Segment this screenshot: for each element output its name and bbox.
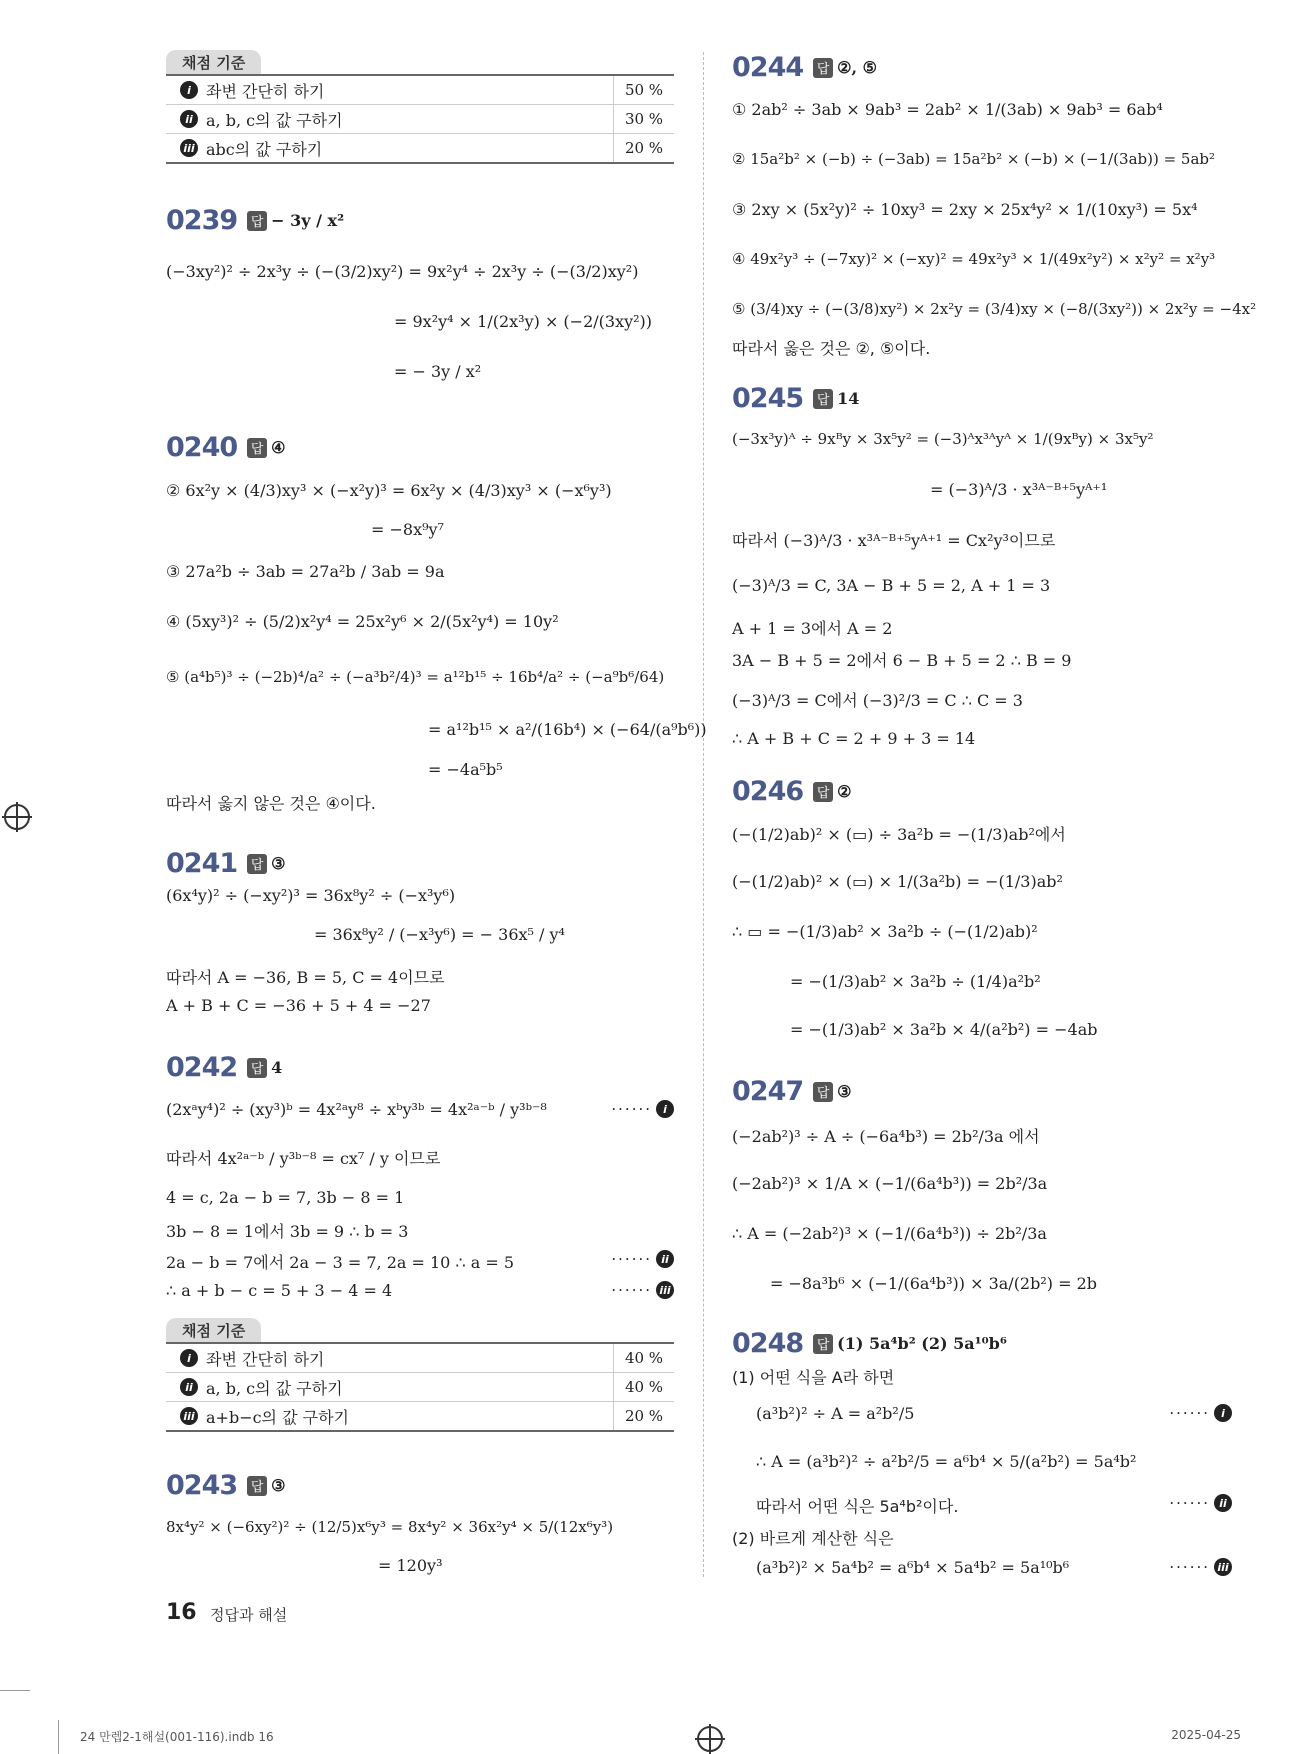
step-marker: ······ iii [611, 1281, 674, 1299]
answer-tag: 답 [247, 438, 267, 458]
answer: − 3y / x² [271, 211, 345, 230]
problem-0240 [166, 432, 286, 463]
solution-line: A + B + C = −36 + 5 + 4 = −27 [166, 996, 431, 1015]
solution-line: 3b − 8 = 1에서 3b = 9 ∴ b = 3 [166, 1222, 409, 1241]
problem-0241 [166, 848, 286, 879]
solution-line: ③ 27a²b ÷ 3ab = 27a²b / 3ab = 9a [166, 562, 445, 581]
solution-line: 3A − B + 5 = 2에서 6 − B + 5 = 2 ∴ B = 9 [732, 651, 1072, 670]
solution-line: = −4a⁵b⁵ [428, 760, 503, 779]
problem-number: 0248 [732, 1328, 804, 1359]
solution-line: = a¹²b¹⁵ × a²/(16b⁴) × (−64/(a⁹b⁶)) [428, 720, 707, 739]
criteria-score: 50 % [613, 76, 674, 104]
solution-line: (−2ab²)³ × 1/A × (−1/(6a⁴b³)) = 2b²/3a [732, 1174, 1048, 1193]
problem-number: 0244 [732, 52, 804, 83]
solution-line: = − 3y / x² [394, 362, 482, 381]
solution-line: = 36x⁸y² / (−x³y⁶) = − 36x⁵ / y⁴ [314, 925, 565, 944]
solution-line: = −(1/3)ab² × 3a²b ÷ (1/4)a²b² [790, 972, 1041, 991]
page-number: 16 [166, 1600, 197, 1625]
criteria-score: 40 % [613, 1373, 674, 1401]
problem-0247 [732, 1076, 852, 1107]
problem-0239 [166, 205, 674, 236]
criteria-heading: 채점 기준 [166, 1318, 261, 1342]
solution-line: ∴ A = (a³b²)² ÷ a²b²/5 = a⁶b⁴ × 5/(a²b²) = 5a⁴b² [756, 1452, 1137, 1471]
solution-conclusion: 따라서 옳은 것은 ②, ⑤이다. [732, 339, 931, 358]
step-badge: ii [180, 110, 198, 128]
registration-mark-icon [697, 1726, 723, 1752]
solution-line: (a³b²)² ÷ A = a²b²/5 [756, 1404, 915, 1423]
scoring-criteria-table [166, 1318, 674, 1432]
criteria-row: i 좌변 간단히 하기 50 % [166, 76, 674, 105]
answer-tag: 답 [247, 854, 267, 874]
problem-number: 0245 [732, 383, 804, 414]
solution-line: ② 15a²b² × (−b) ÷ (−3ab) = 15a²b² × (−b) × (−1/(3ab)) = 5ab² [732, 150, 1216, 168]
solution-line: (−(1/2)ab)² × (▭) ÷ 3a²b = −(1/3)ab²에서 [732, 825, 1066, 844]
answer-tag: 답 [247, 1058, 267, 1078]
column-divider [703, 52, 704, 1577]
solution-line: ⑤ (3/4)xy ÷ (−(3/8)xy²) × 2x²y = (3/4)xy × (−8/(3xy²)) × 2x²y = −4x² [732, 300, 1257, 318]
answer-tag: 답 [813, 389, 833, 409]
answer-tag: 답 [813, 1334, 833, 1354]
answer: ② [837, 782, 852, 801]
step-badge: iii [180, 139, 198, 157]
solution-line: 따라서 4x²ᵃ⁻ᵇ / y³ᵇ⁻⁸ = cx⁷ / y 이므로 [166, 1149, 441, 1168]
answer: ②, ⑤ [837, 58, 877, 77]
answer-tag: 답 [813, 1082, 833, 1102]
step-badge: i [180, 81, 198, 99]
solution-line: 2a − b = 7에서 2a − 3 = 7, 2a = 10 ∴ a = 5 [166, 1253, 515, 1272]
solution-line: (−3)ᴬ/3 = C에서 (−3)²/3 = C ∴ C = 3 [732, 691, 1023, 710]
solution-line: (2xᵃy⁴)² ÷ (xy³)ᵇ = 4x²ᵃy⁸ ÷ xᵇy³ᵇ = 4x²ᵃ⁻ᵇ / y³ᵇ⁻⁸ [166, 1100, 547, 1119]
problem-number: 0239 [166, 205, 238, 236]
solution-line: ④ (5xy³)² ÷ (5/2)x²y⁴ = 25x²y⁶ × 2/(5x²y⁴) = 10y² [166, 612, 559, 631]
criteria-heading: 채점 기준 [166, 50, 261, 74]
print-file-info: 24 만렙2-1해설(001-116).indb 16 [80, 1730, 274, 1744]
registration-mark-icon [4, 804, 30, 830]
problem-0248 [732, 1328, 1007, 1359]
answer-tag: 답 [813, 58, 833, 78]
solution-line: (−(1/2)ab)² × (▭) × 1/(3a²b) = −(1/3)ab² [732, 872, 1063, 891]
solution-line: ② 6x²y × (4/3)xy³ × (−x²y)³ = 6x²y × (4/3)xy³ × (−x⁶y³) [166, 481, 612, 500]
criteria-row: ii a, b, c의 값 구하기 40 % [166, 1373, 674, 1402]
solution-conclusion: 따라서 옳지 않은 것은 ④이다. [166, 794, 376, 813]
problem-0246 [732, 776, 852, 807]
solution-line: = 120y³ [378, 1556, 443, 1575]
problem-0243 [166, 1470, 286, 1501]
crop-mark [58, 1720, 59, 1754]
scoring-criteria-table [166, 50, 674, 164]
step-marker: ······ iii [1169, 1558, 1232, 1576]
solution-line: (6x⁴y)² ÷ (−xy²)³ = 36x⁸y² ÷ (−x³y⁶) [166, 886, 456, 905]
problem-number: 0246 [732, 776, 804, 807]
answer: (1) 5a⁴b² (2) 5a¹⁰b⁶ [837, 1334, 1007, 1353]
solution-line: 8x⁴y² × (−6xy²)² ÷ (12/5)x⁶y³ = 8x⁴y² × 36x²y⁴ × 5/(12x⁶y³) [166, 1518, 614, 1536]
solution-line: ⑤ (a⁴b⁵)³ ÷ (−2b)⁴/a² ÷ (−a³b²/4)³ = a¹²b¹⁵ ÷ 16b⁴/a² ÷ (−a⁹b⁶/64) [166, 668, 665, 686]
problem-number: 0243 [166, 1470, 238, 1501]
criteria-row: iii abc의 값 구하기 20 % [166, 134, 674, 162]
step-marker: ······ i [611, 1100, 674, 1118]
problem-number: 0242 [166, 1052, 238, 1083]
solution-line: 4 = c, 2a − b = 7, 3b − 8 = 1 [166, 1188, 405, 1207]
solution-line: = 9x²y⁴ × 1/(2x³y) × (−2/(3xy²)) [394, 312, 653, 331]
solution-line: (2) 바르게 계산한 식은 [732, 1529, 894, 1548]
problem-number: 0240 [166, 432, 238, 463]
step-marker: ······ ii [611, 1250, 674, 1268]
criteria-row: i 좌변 간단히 하기 40 % [166, 1344, 674, 1373]
solution-line: ∴ A = (−2ab²)³ × (−1/(6a⁴b³)) ÷ 2b²/3a [732, 1224, 1047, 1243]
solution-line: = (−3)ᴬ/3 · x³ᴬ⁻ᴮ⁺⁵yᴬ⁺¹ [930, 480, 1108, 499]
solution-line: 따라서 A = −36, B = 5, C = 4이므로 [166, 968, 445, 987]
answer: 14 [837, 389, 860, 408]
solution-line: ∴ a + b − c = 5 + 3 − 4 = 4 [166, 1281, 393, 1300]
crop-mark [0, 1690, 30, 1691]
solution-line: ∴ A + B + C = 2 + 9 + 3 = 14 [732, 729, 976, 748]
criteria-row: iii a+b−c의 값 구하기 20 % [166, 1402, 674, 1430]
solution-line: ∴ ▭ = −(1/3)ab² × 3a²b ÷ (−(1/2)ab)² [732, 922, 1038, 941]
solution-line: (−3x³y)ᴬ ÷ 9xᴮy × 3x⁵y² = (−3)ᴬx³ᴬyᴬ × 1/(9xᴮy) × 3x⁵y² [732, 430, 1154, 448]
criteria-row: ii a, b, c의 값 구하기 30 % [166, 105, 674, 134]
step-badge: i [180, 1349, 198, 1367]
answer: ③ [837, 1082, 852, 1101]
solution-line: = −(1/3)ab² × 3a²b × 4/(a²b²) = −4ab [790, 1020, 1098, 1039]
problem-number: 0241 [166, 848, 238, 879]
criteria-score: 30 % [613, 105, 674, 133]
solution-line: (a³b²)² × 5a⁴b² = a⁶b⁴ × 5a⁴b² = 5a¹⁰b⁶ [756, 1558, 1070, 1577]
criteria-score: 20 % [613, 1402, 674, 1430]
step-marker: ······ i [1169, 1404, 1232, 1422]
solution-line: (−3xy²)² ÷ 2x³y ÷ (−(3/2)xy²) = 9x²y⁴ ÷ 2x³y ÷ (−(3/2)xy²) [166, 262, 639, 281]
problem-0242 [166, 1052, 282, 1083]
problem-number: 0247 [732, 1076, 804, 1107]
print-date: 2025-04-25 [1171, 1728, 1241, 1742]
criteria-score: 40 % [613, 1344, 674, 1372]
problem-0245 [732, 383, 859, 414]
answer: ③ [271, 854, 286, 873]
solution-line: = −8x⁹y⁷ [371, 520, 444, 539]
page-footer-title: 정답과 해설 [210, 1606, 288, 1624]
answer: ③ [271, 1476, 286, 1495]
solution-line: ① 2ab² ÷ 3ab × 9ab³ = 2ab² × 1/(3ab) × 9ab³ = 6ab⁴ [732, 100, 1163, 119]
problem-0244 [732, 52, 877, 83]
solution-line: (−3)ᴬ/3 = C, 3A − B + 5 = 2, A + 1 = 3 [732, 576, 1051, 595]
solution-line: = −8a³b⁶ × (−1/(6a⁴b³)) × 3a/(2b²) = 2b [770, 1274, 1098, 1293]
answer: ④ [271, 438, 286, 457]
step-badge: iii [180, 1407, 198, 1425]
step-marker: ······ ii [1169, 1494, 1232, 1512]
criteria-score: 20 % [613, 134, 674, 162]
solution-line: ③ 2xy × (5x²y)² ÷ 10xy³ = 2xy × 25x⁴y² × 1/(10xy³) = 5x⁴ [732, 200, 1198, 219]
answer-tag: 답 [247, 1476, 267, 1496]
solution-line: (−2ab²)³ ÷ A ÷ (−6a⁴b³) = 2b²/3a 에서 [732, 1127, 1040, 1146]
answer: 4 [271, 1058, 283, 1077]
step-badge: ii [180, 1378, 198, 1396]
answer-tag: 답 [247, 211, 267, 231]
solution-line: (1) 어떤 식을 A라 하면 [732, 1368, 895, 1387]
solution-line: 따라서 어떤 식은 5a⁴b²이다. [756, 1497, 959, 1516]
solution-line: A + 1 = 3에서 A = 2 [732, 619, 893, 638]
solution-line: 따라서 (−3)ᴬ/3 · x³ᴬ⁻ᴮ⁺⁵yᴬ⁺¹ = Cx²y³이므로 [732, 531, 1056, 550]
solution-line: ④ 49x²y³ ÷ (−7xy)² × (−xy)² = 49x²y³ × 1/(49x²y²) × x²y² = x²y³ [732, 250, 1216, 268]
answer-tag: 답 [813, 782, 833, 802]
